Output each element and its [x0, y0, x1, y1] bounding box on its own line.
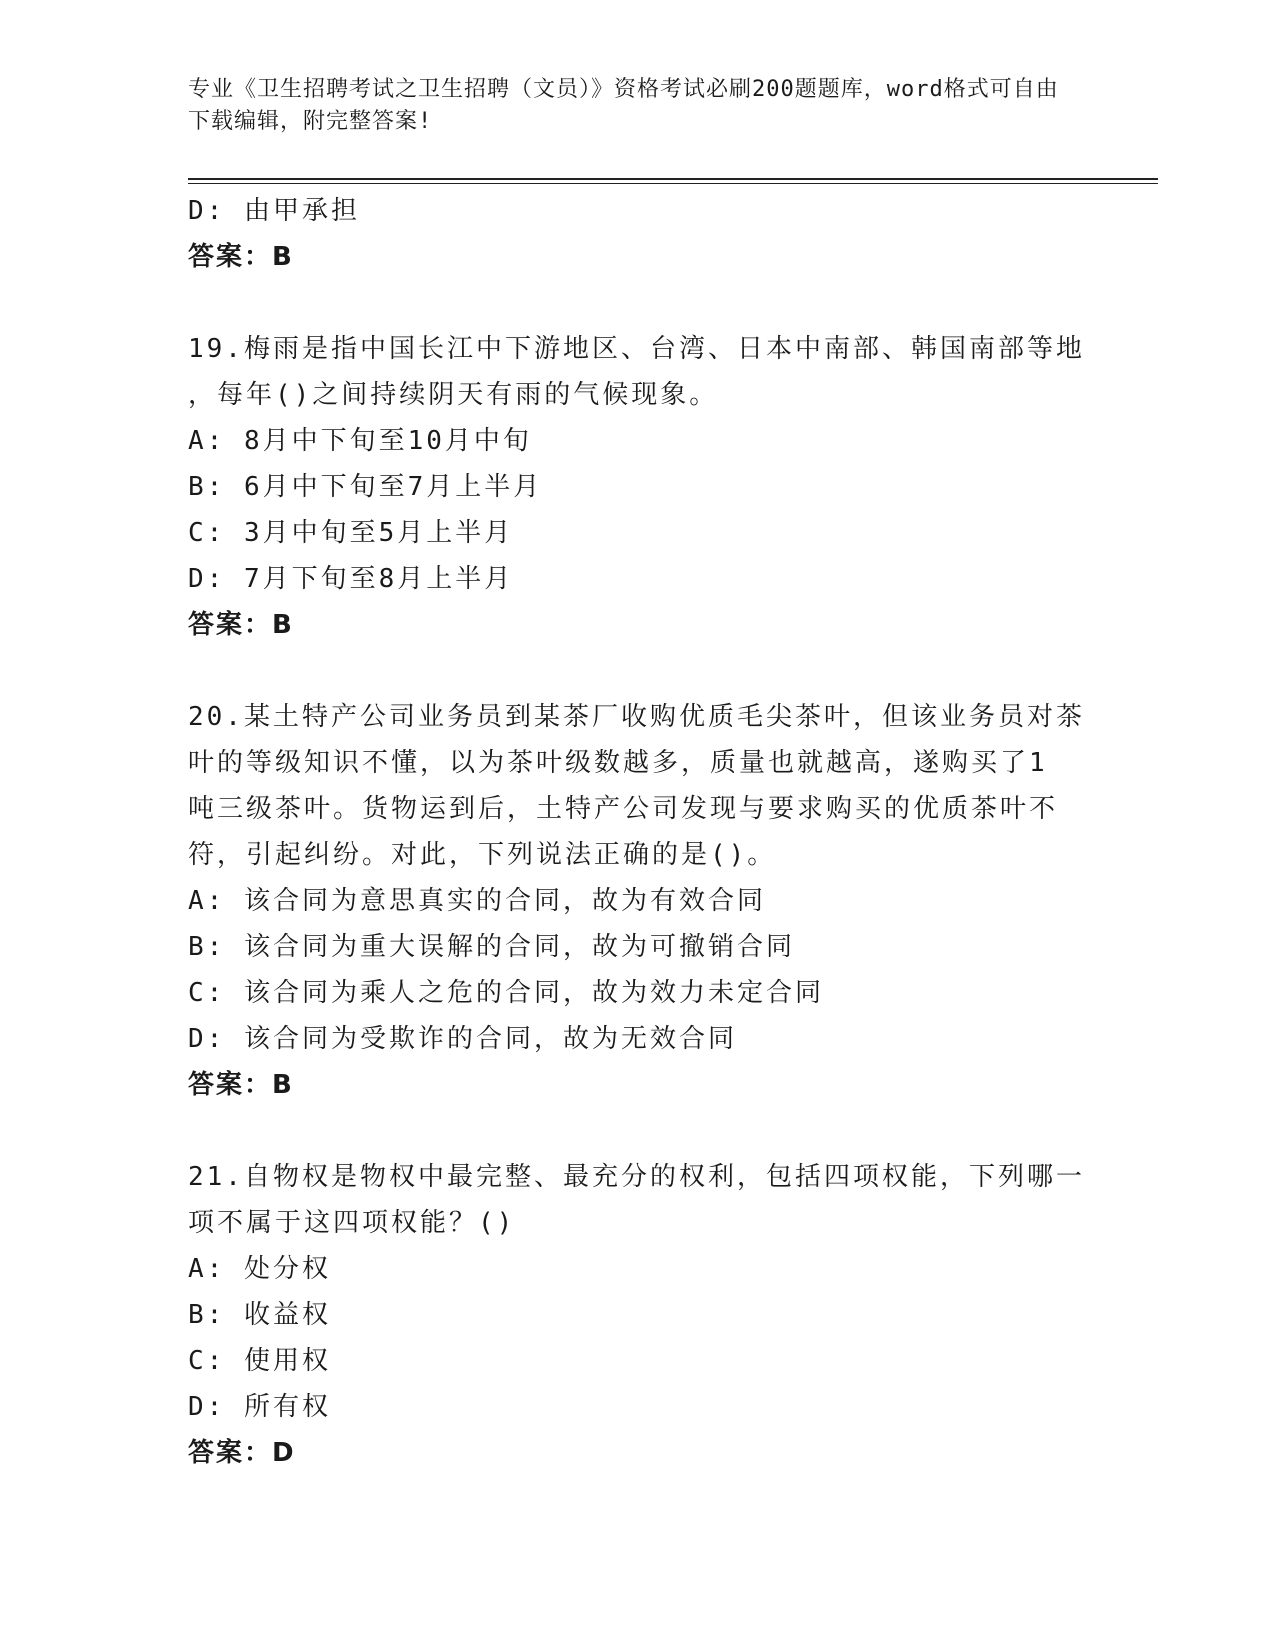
- option-c: C: 3月中旬至5月上半月: [188, 518, 514, 548]
- option-c: C: 使用权: [188, 1346, 331, 1376]
- header-divider-thin: [188, 183, 1158, 184]
- question-text-line: 符，引起纠纷。对此，下列说法正确的是()。: [188, 840, 777, 870]
- question-text-line: ，每年()之间持续阴天有雨的气候现象。: [188, 380, 719, 410]
- question-text-line: 21.自物权是物权中最完整、最充分的权利，包括四项权能，下列哪一: [188, 1162, 1085, 1192]
- option-a: A: 8月中下旬至10月中旬: [188, 426, 532, 456]
- option-d: D: 所有权: [188, 1392, 331, 1422]
- answer-line: 答案：B: [188, 242, 294, 272]
- question-content: [188, 188, 1088, 1476]
- option-a: A: 处分权: [188, 1254, 331, 1284]
- option-b: B: 该合同为重大误解的合同，故为可撤销合同: [188, 932, 795, 962]
- question-text-line: 叶的等级知识不懂，以为茶叶级数越多，质量也就越高，遂购买了1: [188, 748, 1048, 778]
- option-a: A: 该合同为意思真实的合同，故为有效合同: [188, 886, 766, 916]
- question-text-line: 19.梅雨是指中国长江中下游地区、台湾、日本中南部、韩国南部等地: [188, 334, 1085, 364]
- option-c: C: 该合同为乘人之危的合同，故为效力未定合同: [188, 978, 824, 1008]
- question-21: [188, 1154, 1088, 1476]
- answer-line: 答案：B: [188, 1070, 294, 1100]
- option-b: B: 收益权: [188, 1300, 331, 1330]
- answer-line: 答案：D: [188, 1438, 296, 1468]
- spacer: [188, 648, 1088, 694]
- document-header: [188, 74, 1068, 138]
- header-text: 专业《卫生招聘考试之卫生招聘（文员）》资格考试必刷200题题库，word格式可自由下载编辑，附完整答案!: [188, 77, 1059, 134]
- header-divider-thick: [188, 178, 1158, 180]
- previous-question-tail: [188, 188, 1088, 280]
- question-text-line: 20.某土特产公司业务员到某茶厂收购优质毛尖茶叶，但该业务员对茶: [188, 702, 1085, 732]
- question-text-line: 吨三级茶叶。货物运到后，土特产公司发现与要求购买的优质茶叶不: [188, 794, 1059, 824]
- spacer: [188, 280, 1088, 326]
- question-text-line: 项不属于这四项权能？(): [188, 1208, 516, 1238]
- option-d: D: 该合同为受欺诈的合同，故为无效合同: [188, 1024, 737, 1054]
- option-d: D: 由甲承担: [188, 196, 360, 226]
- question-20: [188, 694, 1088, 1108]
- question-19: [188, 326, 1088, 648]
- option-d: D: 7月下旬至8月上半月: [188, 564, 514, 594]
- answer-line: 答案：B: [188, 610, 294, 640]
- spacer: [188, 1108, 1088, 1154]
- option-b: B: 6月中下旬至7月上半月: [188, 472, 543, 502]
